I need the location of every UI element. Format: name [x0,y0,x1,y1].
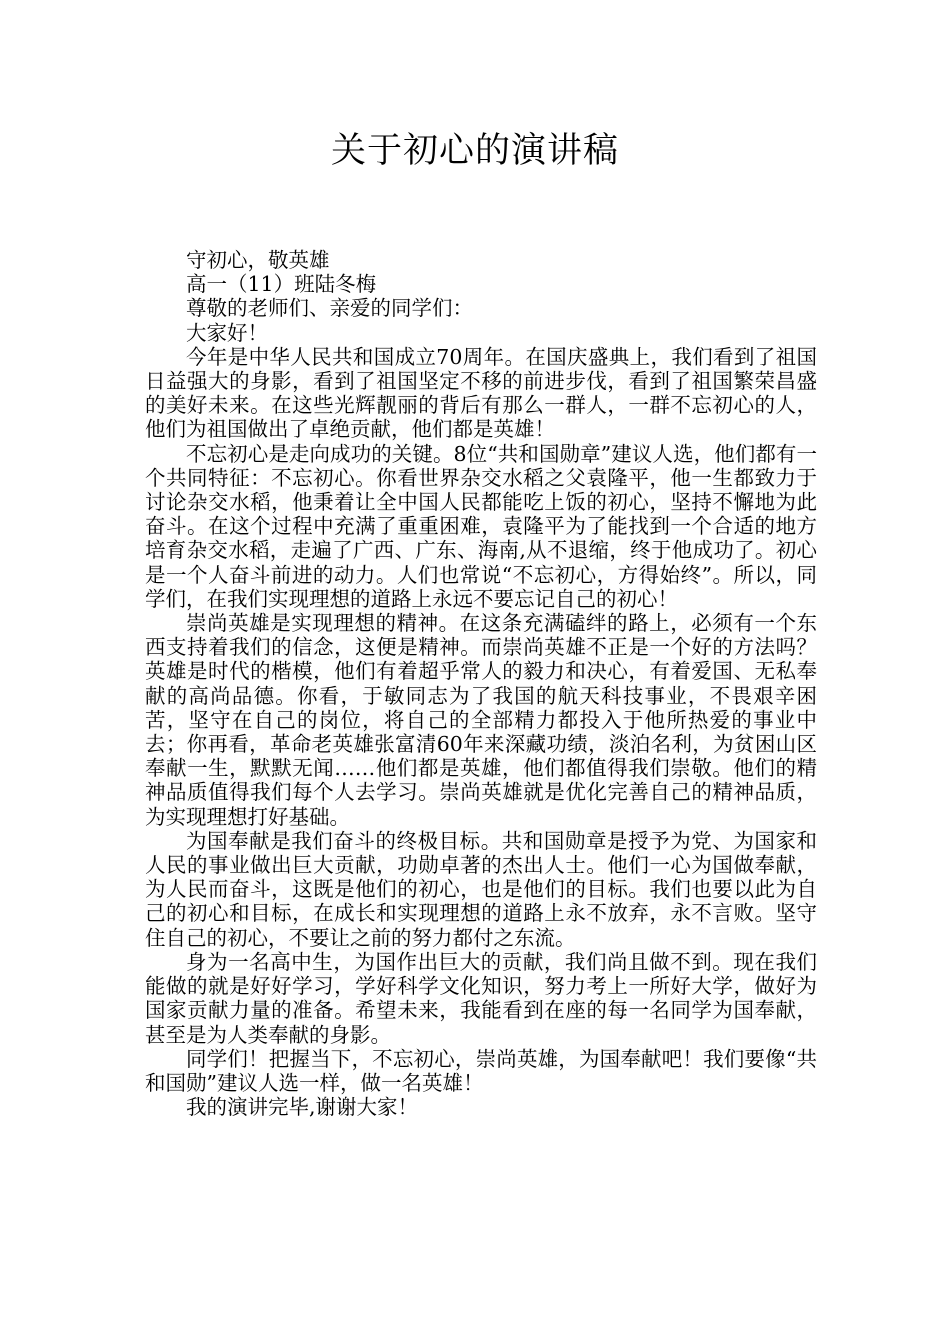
paragraph: 今年是中华人民共和国成立70周年。在国庆盛典上，我们看到了祖国日益强大的身影，看到了祖国坚定不移的前进步伐，看到了祖国繁荣昌盛的美好未来。在这些光辉靓丽的背后有那么一群人，一群不忘初心的人，他们为祖国做出了卓绝贡献，他们都是英雄！ [145,344,817,442]
salutation: 尊敬的老师们、亲爱的同学们： [186,296,473,321]
closing-line: 我的演讲完毕,谢谢大家！ [186,1095,419,1120]
paragraph: 同学们！把握当下，不忘初心，崇尚英雄，为国奉献吧！我们要像“共和国勋”建议人选一样，做一名英雄！ [145,1046,817,1095]
paragraph: 不忘初心是走向成功的关键。8位“共和国勋章”建议人选，他们都有一个共同特征：不忘初心。你看世界杂交水稻之父袁隆平，他一生都致力于讨论杂交水稻，他秉着让全中国人民都能吃上饭的初心，坚持不懈地为此奋斗。在这个过程中充满了重重困难，袁隆平为了能找到一个合适的地方培育杂交水稻，走遍了广西、广东、海南,从不退缩，终于他成功了。初心是一个人奋斗前进的动力。人们也常说“不忘初心，方得始终”。所以，同学们，在我们实现理想的道路上永远不要忘记自己的初心！ [145,441,817,611]
speaker-line: 高一（11）班陆冬梅 [186,272,377,297]
paragraph: 崇尚英雄是实现理想的精神。在这条充满磕绊的路上，必须有一个东西支持着我们的信念，这便是精神。而崇尚英雄不正是一个好的方法吗？英雄是时代的楷模，他们有着超乎常人的毅力和决心，有着爱国、无私奉献的高尚品德。你看，于敏同志为了我国的航天科技事业，不畏艰辛困苦，坚守在自己的岗位，将自己的全部精力都投入于他所热爱的事业中去；你再看，革命老英雄张富清60年来深藏功绩，淡泊名利，为贫困山区奉献一生，默默无闻……他们都是英雄，他们都值得我们崇敬。他们的精神品质值得我们每个人去学习。崇尚英雄就是优化完善自己的精神品质，为实现理想打好基础。 [145,611,817,829]
speech-body [145,248,817,1119]
speech-subtitle: 守初心，敬英雄 [186,248,330,272]
paragraph: 为国奉献是我们奋斗的终极目标。共和国勋章是授予为党、为国家和人民的事业做出巨大贡献，功勋卓著的杰出人士。他们一心为国做奉献，为人民而奋斗，这既是他们的初心，也是他们的目标。我们也要以此为自己的初心和目标，在成长和实现理想的道路上永不放弃，永不言败。坚守住自己的初心，不要让之前的努力都付之东流。 [145,828,817,950]
paragraph: 身为一名高中生，为国作出巨大的贡献，我们尚且做不到。现在我们能做的就是好好学习，学好科学文化知识，努力考上一所好大学，做好为国家贡献力量的准备。希望未来，我能看到在座的每一名同学为国奉献，甚至是为人类奉献的身影。 [145,949,817,1047]
greeting: 大家好！ [186,320,268,345]
document-title: 关于初心的演讲稿 [330,131,619,171]
